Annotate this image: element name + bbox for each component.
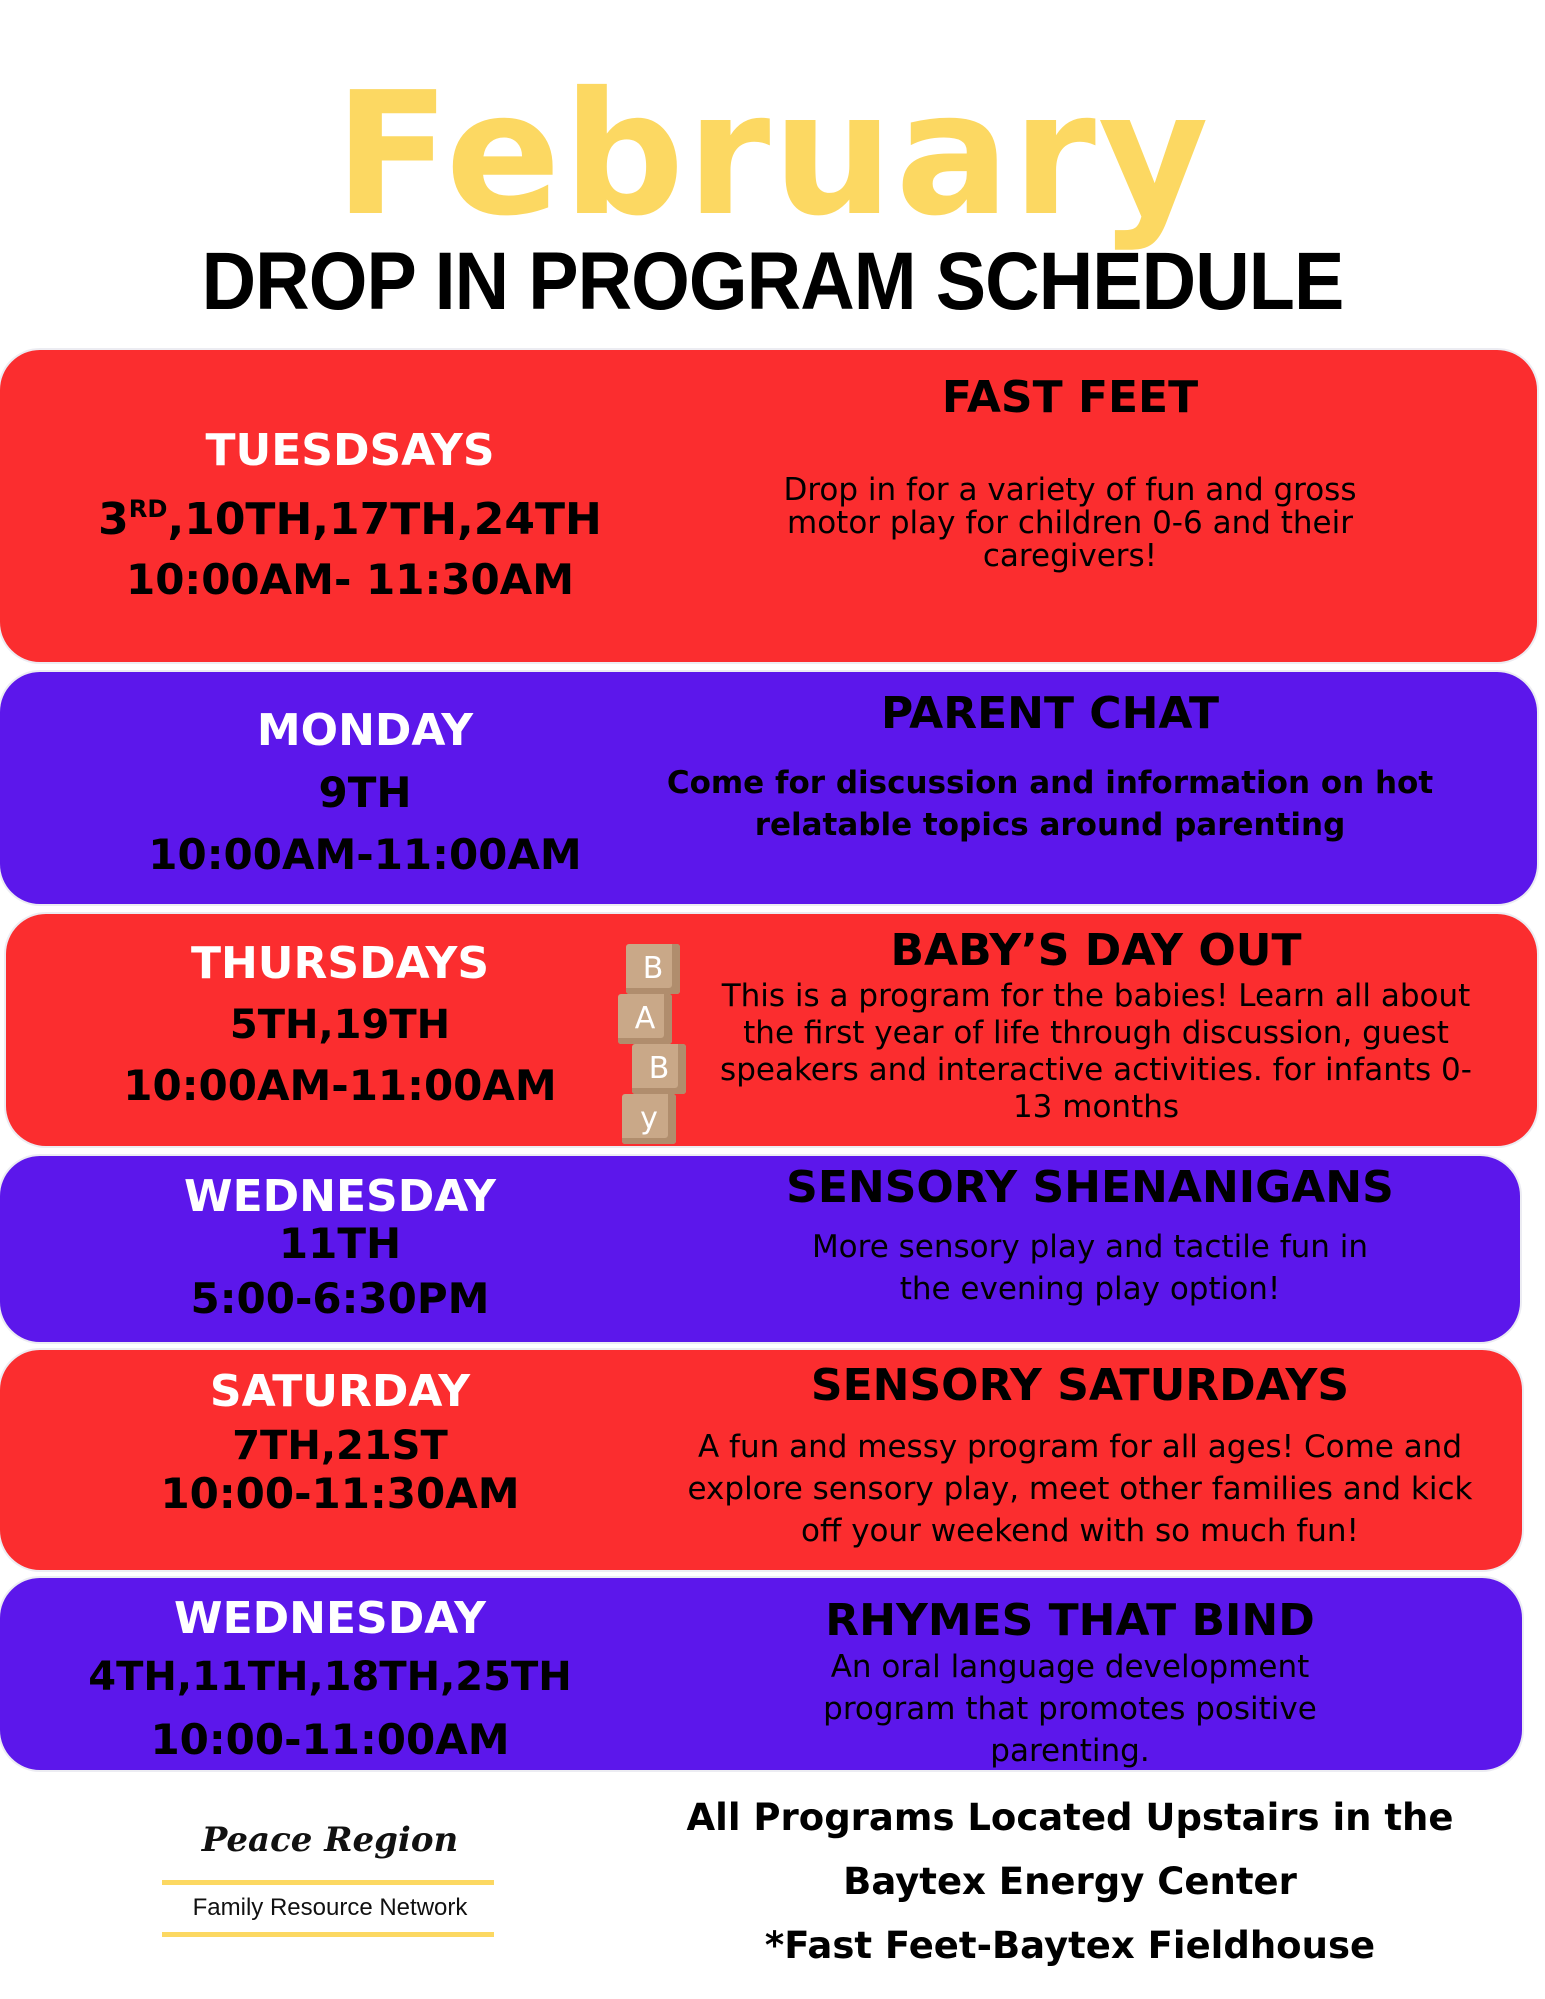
program-day: MONDAY xyxy=(256,705,474,756)
program-time: 10:00AM- 11:30AM xyxy=(125,554,575,604)
logo-script-text: Peace Region xyxy=(201,1820,459,1860)
program-schedule xyxy=(40,932,640,1118)
baby-block: B xyxy=(632,1044,686,1094)
program-band-babys-day-out xyxy=(6,914,1537,1146)
program-time: 10:00AM-11:00AM xyxy=(123,1061,557,1110)
program-band-sensory-shenanigans xyxy=(0,1156,1520,1342)
dates-superscript: RD xyxy=(128,495,168,523)
program-title: FAST FEET xyxy=(941,372,1199,423)
program-info xyxy=(740,370,1400,573)
logo-bottom-line xyxy=(162,1932,494,1937)
program-description: Come for discussion and information on hot relatable topics around parenting xyxy=(666,765,1434,843)
baby-block: y xyxy=(622,1094,676,1144)
page-subtitle: DROP IN PROGRAM SCHEDULE xyxy=(201,236,1344,327)
baby-block: B xyxy=(626,944,680,994)
program-schedule xyxy=(30,1172,650,1332)
program-band-rhymes-that-bind xyxy=(0,1578,1522,1770)
program-info xyxy=(670,1356,1490,1552)
program-title: SENSORY SHENANIGANS xyxy=(786,1162,1394,1213)
month-title: February xyxy=(334,56,1211,254)
footer-line-1: All Programs Located Upstairs in the xyxy=(686,1796,1454,1839)
logo-subtitle: Family Resource Network xyxy=(192,1894,468,1921)
program-band-fast-feet xyxy=(0,350,1537,662)
program-info xyxy=(690,1596,1450,1772)
program-time: 10:00-11:30AM xyxy=(160,1469,520,1518)
logo-top-line xyxy=(162,1880,494,1885)
program-dates: 11TH xyxy=(278,1219,402,1268)
program-description: A fun and messy program for all ages! Come and explore sensory play, meet other families and kick off your weekend with so much fun! xyxy=(687,1429,1473,1549)
program-time: 5:00-6:30PM xyxy=(190,1274,490,1323)
program-title: BABY’S DAY OUT xyxy=(890,925,1302,976)
program-title: SENSORY SATURDAYS xyxy=(810,1360,1350,1411)
dates-rest: ,10TH,17TH,24TH xyxy=(167,493,602,545)
program-dates: 7TH,21ST xyxy=(232,1423,448,1469)
program-info xyxy=(706,924,1486,1126)
program-day: TUESDSAYS xyxy=(205,425,495,476)
program-dates: 4TH,11TH,18TH,25TH xyxy=(88,1654,572,1700)
program-time: 10:00-11:00AM xyxy=(150,1715,510,1764)
baby-blocks-illustration xyxy=(618,944,698,1134)
baby-block: A xyxy=(618,994,672,1044)
footer-line-3: *Fast Feet-Baytex Fieldhouse xyxy=(764,1924,1376,1967)
program-dates: 5TH,19TH xyxy=(229,1002,451,1048)
program-band-sensory-saturdays xyxy=(0,1350,1522,1570)
program-title: PARENT CHAT xyxy=(880,688,1220,739)
program-info xyxy=(700,1160,1480,1310)
program-band-parent-chat xyxy=(0,672,1537,904)
program-title: RHYMES THAT BIND xyxy=(825,1595,1315,1646)
program-day: WEDNESDAY xyxy=(184,1171,496,1222)
footer-line-2: Baytex Energy Center xyxy=(843,1860,1297,1903)
program-dates: 9TH xyxy=(318,768,412,817)
program-info xyxy=(640,686,1460,846)
program-dates xyxy=(40,480,660,549)
organization-logo xyxy=(160,1820,500,1940)
program-day: WEDNESDAY xyxy=(174,1593,486,1644)
program-schedule xyxy=(60,700,670,886)
program-schedule xyxy=(30,1362,650,1518)
program-description: An oral language development program that promotes positive parenting. xyxy=(823,1649,1317,1769)
program-description: Drop in for a variety of fun and gross motor play for children 0-6 and their caregivers! xyxy=(783,472,1357,574)
program-schedule xyxy=(30,1590,630,1774)
dates-first: 3 xyxy=(98,493,129,545)
program-description: More sensory play and tactile fun in the evening play option! xyxy=(811,1229,1369,1307)
program-day: SATURDAY xyxy=(209,1366,471,1417)
location-footer xyxy=(680,1786,1460,1978)
program-schedule xyxy=(40,422,660,611)
program-time: 10:00AM-11:00AM xyxy=(148,830,582,879)
program-description: This is a program for the babies! Learn all about the first year of life through discussion, guest speakers and interactive activities. for infants 0-13 months xyxy=(720,978,1472,1125)
program-day: THURSDAYS xyxy=(190,938,490,989)
